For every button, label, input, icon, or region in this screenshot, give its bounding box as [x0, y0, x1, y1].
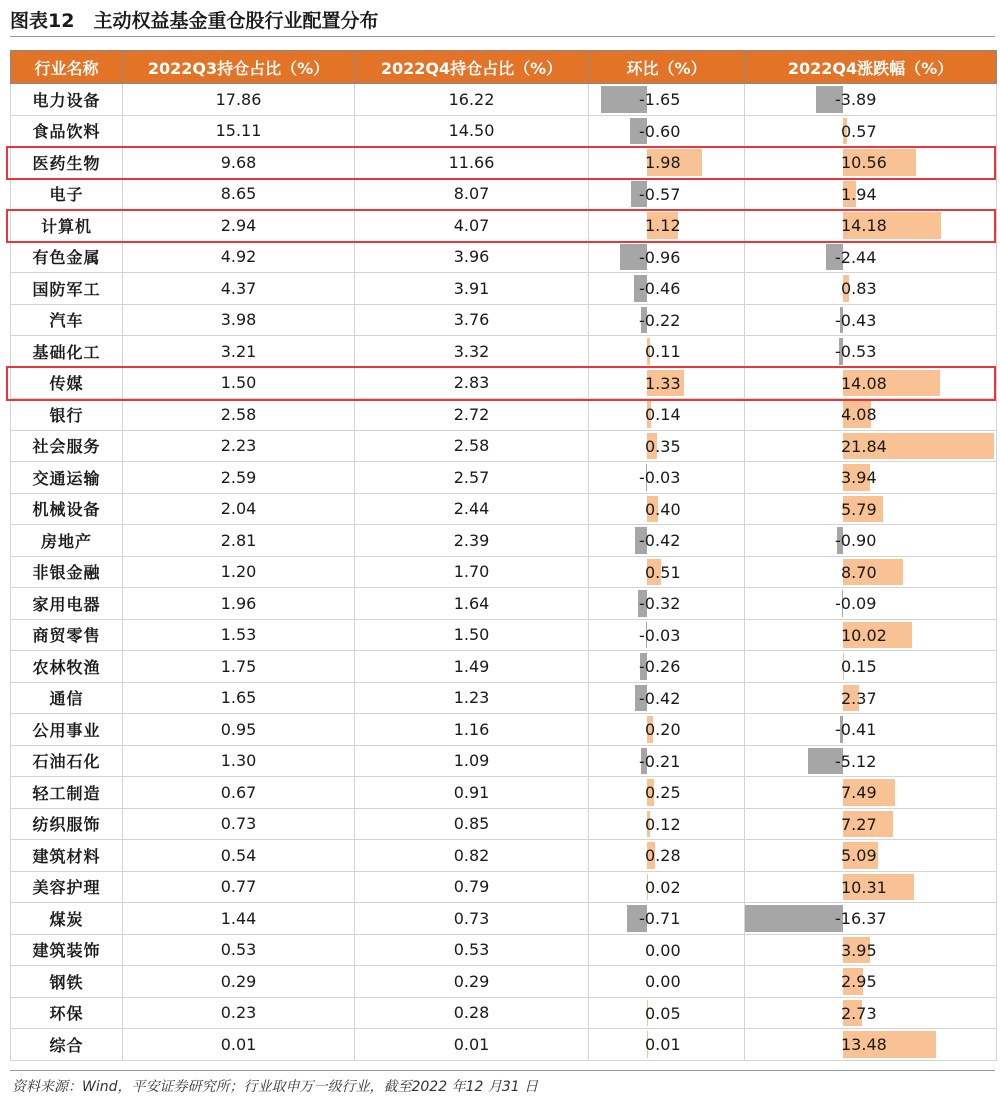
header-q4-share: 2022Q4持仓占比（%） [355, 51, 589, 84]
q4-share-cell: 2.39 [355, 525, 589, 557]
q4-change-cell [745, 966, 997, 998]
allocation-table-container [10, 50, 996, 1061]
qoq-cell [589, 840, 745, 872]
q4-share-cell: 8.07 [355, 178, 589, 210]
industry-name-cell: 基础化工 [11, 336, 123, 368]
qoq-cell [589, 651, 745, 683]
industry-name-cell: 商贸零售 [11, 619, 123, 651]
q3-share-cell: 0.73 [123, 808, 355, 840]
table-row [11, 556, 997, 588]
q4-change-cell [745, 1029, 997, 1061]
q4-change-label: 1.94 [841, 184, 877, 204]
q4-share-cell: 0.85 [355, 808, 589, 840]
qoq-label: -0.60 [639, 121, 681, 141]
q4-change-label: -0.43 [835, 310, 877, 330]
q3-share-cell: 1.53 [123, 619, 355, 651]
q4-share-cell: 1.09 [355, 745, 589, 777]
qoq-cell [589, 745, 745, 777]
industry-name-cell: 电子 [11, 178, 123, 210]
industry-name-cell: 国防军工 [11, 273, 123, 305]
qoq-cell [589, 399, 745, 431]
q4-change-cell [745, 115, 997, 147]
industry-name-cell: 有色金属 [11, 241, 123, 273]
q3-share-cell: 15.11 [123, 115, 355, 147]
q3-share-cell: 2.58 [123, 399, 355, 431]
header-qoq: 环比（%） [589, 51, 745, 84]
table-row [11, 336, 997, 368]
qoq-cell [589, 556, 745, 588]
qoq-cell [589, 430, 745, 462]
qoq-label: -1.65 [639, 90, 681, 109]
industry-name-cell: 公用事业 [11, 714, 123, 746]
q4-change-cell [745, 903, 997, 935]
qoq-label: 0.35 [645, 436, 681, 456]
industry-name-cell: 传媒 [11, 367, 123, 399]
qoq-label: -0.03 [639, 625, 681, 645]
qoq-cell [589, 84, 745, 116]
q4-change-label: 4.08 [841, 405, 877, 424]
industry-name-cell: 社会服务 [11, 430, 123, 462]
qoq-label: 0.11 [645, 342, 681, 361]
table-header-row [11, 51, 997, 84]
qoq-cell [589, 903, 745, 935]
industry-name-cell: 银行 [11, 399, 123, 431]
industry-name-cell: 农林牧渔 [11, 651, 123, 683]
qoq-label: 1.33 [645, 373, 681, 393]
q4-change-label: 5.79 [841, 499, 877, 519]
q3-share-cell: 0.77 [123, 871, 355, 903]
qoq-label: 0.05 [645, 1003, 681, 1023]
q3-share-cell: 1.44 [123, 903, 355, 935]
table-row [11, 430, 997, 462]
table-row [11, 745, 997, 777]
q4-share-cell: 3.91 [355, 273, 589, 305]
q4-share-cell: 1.49 [355, 651, 589, 683]
q4-share-cell: 2.57 [355, 462, 589, 494]
table-body [11, 84, 997, 1061]
table-row [11, 619, 997, 651]
industry-name-cell: 建筑装饰 [11, 934, 123, 966]
industry-name-cell: 轻工制造 [11, 777, 123, 809]
table-row [11, 367, 997, 399]
qoq-label: 0.01 [645, 1035, 681, 1054]
table-row [11, 178, 997, 210]
qoq-label: 1.98 [645, 153, 681, 172]
industry-name-cell: 汽车 [11, 304, 123, 336]
q4-share-cell: 0.82 [355, 840, 589, 872]
q4-change-cell [745, 871, 997, 903]
qoq-cell [589, 1029, 745, 1061]
source-note: 资料来源：Wind，平安证券研究所；行业取申万一级行业，截至2022 年12 月31 日 [12, 1079, 539, 1095]
q4-change-label: 10.02 [841, 625, 887, 645]
qoq-label: 0.51 [645, 562, 681, 582]
qoq-cell [589, 714, 745, 746]
q4-change-label: 3.95 [841, 940, 877, 960]
industry-name-cell: 美容护理 [11, 871, 123, 903]
q4-change-cell [745, 210, 997, 242]
q4-change-label: 2.95 [841, 972, 877, 991]
table-row [11, 462, 997, 494]
q3-share-cell: 4.92 [123, 241, 355, 273]
table-row [11, 84, 997, 116]
qoq-cell [589, 997, 745, 1029]
table-row [11, 651, 997, 683]
table-row [11, 777, 997, 809]
qoq-cell [589, 493, 745, 525]
industry-name-cell: 煤炭 [11, 903, 123, 935]
q3-share-cell: 1.50 [123, 367, 355, 399]
q4-change-cell [745, 556, 997, 588]
q4-change-cell [745, 430, 997, 462]
q4-change-label: -0.41 [835, 720, 877, 739]
q3-share-cell: 0.01 [123, 1029, 355, 1061]
qoq-label: -0.32 [639, 594, 681, 613]
table-row [11, 241, 997, 273]
q4-change-label: 0.15 [841, 657, 877, 676]
q4-change-cell [745, 588, 997, 620]
q4-change-label: 0.57 [841, 121, 877, 141]
q4-change-cell [745, 241, 997, 273]
q4-share-cell: 2.44 [355, 493, 589, 525]
q3-share-cell: 2.94 [123, 210, 355, 242]
qoq-label: -0.21 [639, 751, 681, 771]
q4-share-cell: 1.64 [355, 588, 589, 620]
q4-change-label: -0.09 [835, 594, 877, 613]
table-row [11, 588, 997, 620]
qoq-cell [589, 147, 745, 179]
qoq-label: 0.02 [645, 877, 681, 897]
q4-change-label: 7.49 [841, 783, 877, 802]
qoq-cell [589, 115, 745, 147]
industry-name-cell: 医药生物 [11, 147, 123, 179]
q4-change-label: 5.09 [841, 846, 877, 865]
qoq-label: 1.12 [645, 216, 681, 235]
q4-share-cell: 2.83 [355, 367, 589, 399]
q3-share-cell: 1.96 [123, 588, 355, 620]
q4-change-label: 8.70 [841, 562, 877, 582]
qoq-label: -0.42 [639, 531, 681, 550]
q4-change-cell [745, 273, 997, 305]
q4-share-cell: 3.32 [355, 336, 589, 368]
q4-change-label: 14.18 [841, 216, 887, 235]
qoq-label: 0.25 [645, 783, 681, 802]
industry-name-cell: 石油石化 [11, 745, 123, 777]
q4-change-label: 7.27 [841, 814, 877, 834]
q4-share-cell: 0.91 [355, 777, 589, 809]
q4-share-cell: 2.58 [355, 430, 589, 462]
qoq-label: -0.22 [639, 310, 681, 330]
q4-change-cell [745, 178, 997, 210]
qoq-cell [589, 682, 745, 714]
q3-share-cell: 0.23 [123, 997, 355, 1029]
q3-share-cell: 3.98 [123, 304, 355, 336]
qoq-cell [589, 367, 745, 399]
industry-name-cell: 家用电器 [11, 588, 123, 620]
table-row [11, 493, 997, 525]
q4-share-cell: 1.70 [355, 556, 589, 588]
table-row [11, 682, 997, 714]
q4-change-bar [745, 905, 843, 932]
q3-share-cell: 4.37 [123, 273, 355, 305]
q4-share-cell: 3.96 [355, 241, 589, 273]
q4-change-cell [745, 808, 997, 840]
q3-share-cell: 2.81 [123, 525, 355, 557]
figure-title: 图表12 主动权益基金重仓股行业配置分布 [10, 10, 379, 32]
q4-share-cell: 1.23 [355, 682, 589, 714]
q4-change-label: 0.83 [841, 279, 877, 298]
q4-change-cell [745, 997, 997, 1029]
qoq-label: -0.42 [639, 688, 681, 708]
q4-change-cell [745, 777, 997, 809]
q3-share-cell: 17.86 [123, 84, 355, 116]
q3-share-cell: 3.21 [123, 336, 355, 368]
q4-change-label: -3.89 [835, 90, 877, 109]
qoq-cell [589, 273, 745, 305]
qoq-cell [589, 178, 745, 210]
header-industry: 行业名称 [11, 51, 123, 84]
industry-name-cell: 交通运输 [11, 462, 123, 494]
qoq-cell [589, 210, 745, 242]
qoq-label: 0.00 [645, 972, 681, 991]
q4-share-cell: 0.53 [355, 934, 589, 966]
qoq-label: 0.20 [645, 720, 681, 739]
table-row [11, 1029, 997, 1061]
q4-share-cell: 3.76 [355, 304, 589, 336]
q4-change-label: 13.48 [841, 1035, 887, 1054]
q4-change-cell [745, 714, 997, 746]
qoq-label: -0.71 [639, 909, 681, 928]
q4-share-cell: 16.22 [355, 84, 589, 116]
q3-share-cell: 0.29 [123, 966, 355, 998]
q4-share-cell: 0.29 [355, 966, 589, 998]
qoq-cell [589, 525, 745, 557]
q4-change-cell [745, 147, 997, 179]
q4-share-cell: 1.50 [355, 619, 589, 651]
footer-divider [10, 1070, 995, 1071]
qoq-cell [589, 808, 745, 840]
qoq-cell [589, 934, 745, 966]
q4-share-cell: 11.66 [355, 147, 589, 179]
q4-change-cell [745, 462, 997, 494]
q3-share-cell: 2.23 [123, 430, 355, 462]
table-row [11, 997, 997, 1029]
q4-share-cell: 0.01 [355, 1029, 589, 1061]
q4-change-label: 21.84 [841, 436, 887, 456]
qoq-label: -0.26 [639, 657, 681, 676]
q4-change-cell [745, 745, 997, 777]
industry-name-cell: 非银金融 [11, 556, 123, 588]
industry-name-cell: 食品饮料 [11, 115, 123, 147]
q4-change-cell [745, 934, 997, 966]
qoq-cell [589, 336, 745, 368]
q4-share-cell: 2.72 [355, 399, 589, 431]
table-row [11, 210, 997, 242]
industry-name-cell: 综合 [11, 1029, 123, 1061]
q4-change-cell [745, 840, 997, 872]
qoq-cell [589, 966, 745, 998]
q4-change-label: -0.90 [835, 531, 877, 550]
industry-name-cell: 机械设备 [11, 493, 123, 525]
qoq-label: -0.46 [639, 279, 681, 298]
q4-change-label: 10.31 [841, 877, 887, 897]
q4-change-cell [745, 367, 997, 399]
industry-name-cell: 钢铁 [11, 966, 123, 998]
q4-change-label: -2.44 [835, 247, 877, 267]
q4-share-cell: 0.79 [355, 871, 589, 903]
q4-share-cell: 4.07 [355, 210, 589, 242]
q3-share-cell: 8.65 [123, 178, 355, 210]
industry-name-cell: 计算机 [11, 210, 123, 242]
q4-share-cell: 14.50 [355, 115, 589, 147]
q3-share-cell: 9.68 [123, 147, 355, 179]
table-row [11, 871, 997, 903]
q3-share-cell: 0.67 [123, 777, 355, 809]
q4-share-cell: 0.73 [355, 903, 589, 935]
q3-share-cell: 1.75 [123, 651, 355, 683]
industry-name-cell: 纺织服饰 [11, 808, 123, 840]
q4-change-cell [745, 619, 997, 651]
q4-change-label: -5.12 [835, 751, 877, 771]
q3-share-cell: 2.04 [123, 493, 355, 525]
industry-name-cell: 建筑材料 [11, 840, 123, 872]
q4-change-cell [745, 493, 997, 525]
q4-change-cell [745, 399, 997, 431]
q3-share-cell: 1.30 [123, 745, 355, 777]
q4-share-cell: 1.16 [355, 714, 589, 746]
header-q4-change: 2022Q4涨跌幅（%） [745, 51, 997, 84]
q3-share-cell: 0.53 [123, 934, 355, 966]
table-row [11, 808, 997, 840]
q3-share-cell: 1.20 [123, 556, 355, 588]
table-row [11, 273, 997, 305]
q3-share-cell: 2.59 [123, 462, 355, 494]
table-row [11, 714, 997, 746]
industry-name-cell: 环保 [11, 997, 123, 1029]
q3-share-cell: 0.54 [123, 840, 355, 872]
table-row [11, 966, 997, 998]
qoq-label: 0.40 [645, 499, 681, 519]
table-row [11, 840, 997, 872]
qoq-cell [589, 777, 745, 809]
q4-change-cell [745, 336, 997, 368]
qoq-label: 0.28 [645, 846, 681, 865]
q3-share-cell: 0.95 [123, 714, 355, 746]
allocation-table [10, 50, 997, 1061]
industry-name-cell: 电力设备 [11, 84, 123, 116]
qoq-cell [589, 241, 745, 273]
q4-change-label: 2.73 [841, 1003, 877, 1023]
table-row [11, 903, 997, 935]
table-row [11, 115, 997, 147]
qoq-cell [589, 871, 745, 903]
q4-change-label: -0.53 [835, 342, 877, 361]
industry-name-cell: 房地产 [11, 525, 123, 557]
qoq-cell [589, 462, 745, 494]
q4-change-label: 2.37 [841, 688, 877, 708]
table-row [11, 934, 997, 966]
qoq-cell [589, 588, 745, 620]
title-divider [10, 36, 995, 37]
qoq-label: 0.00 [645, 940, 681, 960]
q4-change-label: 3.94 [841, 468, 877, 487]
q4-change-cell [745, 304, 997, 336]
table-row [11, 304, 997, 336]
q4-change-cell [745, 525, 997, 557]
qoq-label: 0.14 [645, 405, 681, 424]
qoq-label: 0.12 [645, 814, 681, 834]
qoq-label: -0.57 [639, 184, 681, 204]
table-row [11, 147, 997, 179]
q4-change-cell [745, 651, 997, 683]
header-q3-share: 2022Q3持仓占比（%） [123, 51, 355, 84]
industry-name-cell: 通信 [11, 682, 123, 714]
qoq-label: -0.96 [639, 247, 681, 267]
q4-change-label: 10.56 [841, 153, 887, 172]
q4-change-label: -16.37 [835, 909, 887, 928]
table-row [11, 399, 997, 431]
qoq-label: -0.03 [639, 468, 681, 487]
q4-change-cell [745, 84, 997, 116]
qoq-cell [589, 619, 745, 651]
table-row [11, 525, 997, 557]
q4-share-cell: 0.28 [355, 997, 589, 1029]
q4-change-cell [745, 682, 997, 714]
q4-change-label: 14.08 [841, 373, 887, 393]
q3-share-cell: 1.65 [123, 682, 355, 714]
qoq-cell [589, 304, 745, 336]
